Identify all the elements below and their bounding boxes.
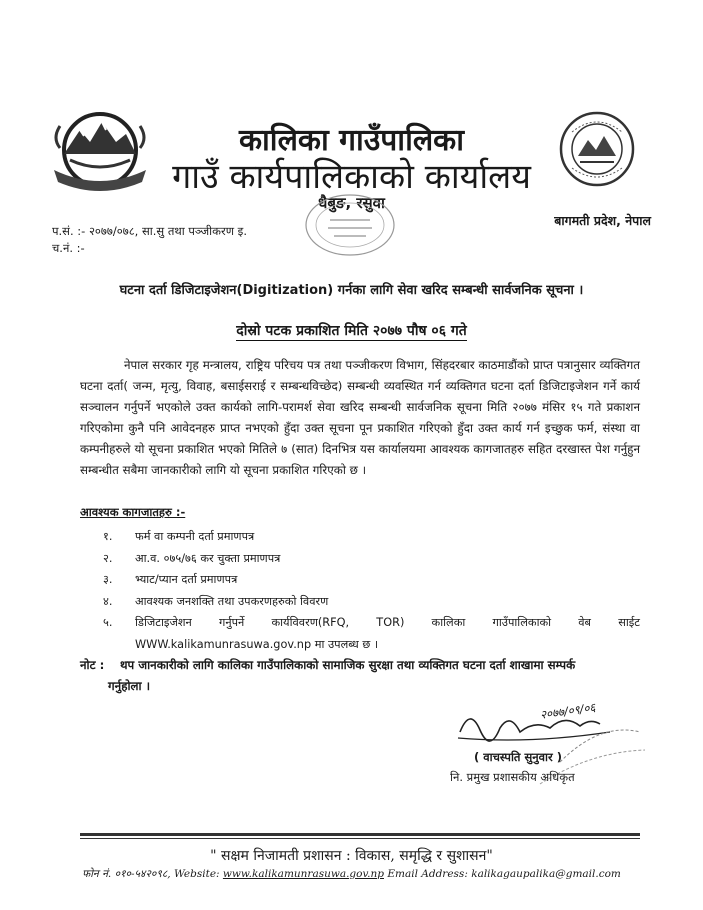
list-item-number: २.	[103, 551, 113, 565]
note-line2: गर्नुहोला ।	[108, 679, 151, 693]
footer-contact	[0, 867, 703, 881]
signature-date: २०७७/०९/०६	[539, 700, 597, 722]
reference-number: प.सं. :- २०७७/०७८, सा.सु तथा पञ्जीकरण इ.	[52, 224, 247, 238]
note-block	[80, 655, 642, 697]
second-publication-text: दोस्रो पटक प्रकाशित मिति २०७७ पौष ०६ गते	[236, 323, 467, 339]
documents-list	[103, 526, 640, 656]
list-item	[103, 548, 640, 570]
signatory-title: नि. प्रमुख प्रशासकीय अधिकृत	[450, 770, 575, 784]
phone-label: फोन नं.	[82, 868, 112, 880]
list-item-number: ५.	[103, 616, 113, 630]
website-label: Website:	[173, 868, 220, 880]
footer-divider-thin	[80, 838, 640, 839]
note-line1: थप जानकारीको लागि कालिका गाउँपालिकाको सामाजिक सुरक्षा तथा व्यक्तिगत घटना दर्ता शाखामा सम्पर्क	[120, 658, 576, 672]
list-item-text: फर्म वा कम्पनी दर्ता प्रमाणपत्र	[135, 530, 255, 543]
list-item-number: ४.	[103, 594, 113, 608]
office-address: धैबुङ, रसुवा	[318, 194, 385, 212]
list-item-text: आवश्यक जनशक्ति तथा उपकरणहरुको विवरण	[135, 594, 329, 608]
footer-motto: " सक्षम निजामती प्रशासन : विकास, समृद्धि र सुशासन"	[210, 848, 493, 864]
dispatch-number: च.नं. :-	[52, 241, 85, 255]
notice-subject: घटना दर्ता डिजिटाइजेशन(Digitization) गर्नका लागि सेवा खरिद सम्बन्धी सार्वजनिक सूचना ।	[119, 283, 584, 298]
list-item-continuation: WWW.kalikamunrasuwa.gov.np मा उपलब्ध छ ।	[135, 637, 379, 651]
office-title-municipality: कालिका गाउँपालिका	[238, 123, 464, 158]
documents-heading: आवश्यक कागजातहरु :-	[80, 505, 186, 519]
list-item-number: ३.	[103, 573, 113, 587]
list-item	[103, 569, 640, 591]
second-publication-date	[0, 321, 703, 340]
list-item	[103, 612, 640, 634]
footer-divider	[80, 833, 640, 836]
email-link[interactable]: kalikagaupalika@gmail.com	[471, 868, 621, 880]
list-item-text: भ्याट/प्यान दर्ता प्रमाणपत्र	[135, 573, 238, 587]
office-stamp-icon	[300, 190, 400, 260]
note-label: नोट :	[80, 658, 105, 672]
office-title-executive: गाउँ कार्यपालिकाको कार्यालय	[172, 157, 531, 197]
signatory-name: ( वाचस्पति सुनुवार )	[474, 750, 562, 764]
website-link[interactable]: www.kalikamunrasuwa.gov.np	[222, 868, 384, 880]
phone-number: ०१०-५४२०९८,	[114, 868, 171, 880]
list-item-text: डिजिटाइजेशन गर्नुपर्ने कार्यविवरण(RFQ, TOR) कालिका गाउँपालिकाको वेब साईट	[135, 616, 640, 630]
notice-body: नेपाल सरकार गृह मन्त्रालय, राष्ट्रिय परिचय पत्र तथा पञ्जीकरण विभाग, सिंहदरबार काठमाडौंको प्राप्त पत्रानुसार व्यक्तिगत घटना दर्ता( जन्म, मृत्यु, विवाह, बसाईसराई र सम्बन्धविच्छेद) सम्बन्धी व्यवस्थित गर्न व्यक्तिगत घटना दर्ता डिजिटाइजेशन गर्ने कार्य सञ्चालन गर्नुपर्ने भएकोले उक्त कार्यको लागि-परामर्श सेवा खरिद सम्बन्धी सार्वजनिक सूचना मिति २०७७ मंसिर १५ गते प्रकाशन गरिएकोमा कुनै पनि आवेदनहरु प्राप्त नभएको हुँदा उक्त सूचना पून प्रकाशित गरिएको हुँदा उक्त कार्य गर्न इच्छुक फर्म, संस्था वा कम्पनीहरुले यो सूचना प्रकाशित भएको मितिले ७ (सात) दिनभित्र यस कार्यालयमा आवश्यक कागजातहरु सहित दरखास्त पेश गर्नुहुन सम्बन्धीत सबैमा जानकारीको लागि यो सूचना प्रकाशित गरिएको छ ।	[80, 358, 640, 477]
email-label: Email Address:	[387, 868, 468, 880]
province-label: बागमती प्रदेश, नेपाल	[554, 213, 651, 228]
list-item-text: आ.व. ०७५/७६ कर चुक्ता प्रमाणपत्र	[135, 551, 281, 565]
list-item	[103, 591, 640, 613]
list-item-number: १.	[103, 530, 113, 543]
list-item	[103, 526, 640, 548]
